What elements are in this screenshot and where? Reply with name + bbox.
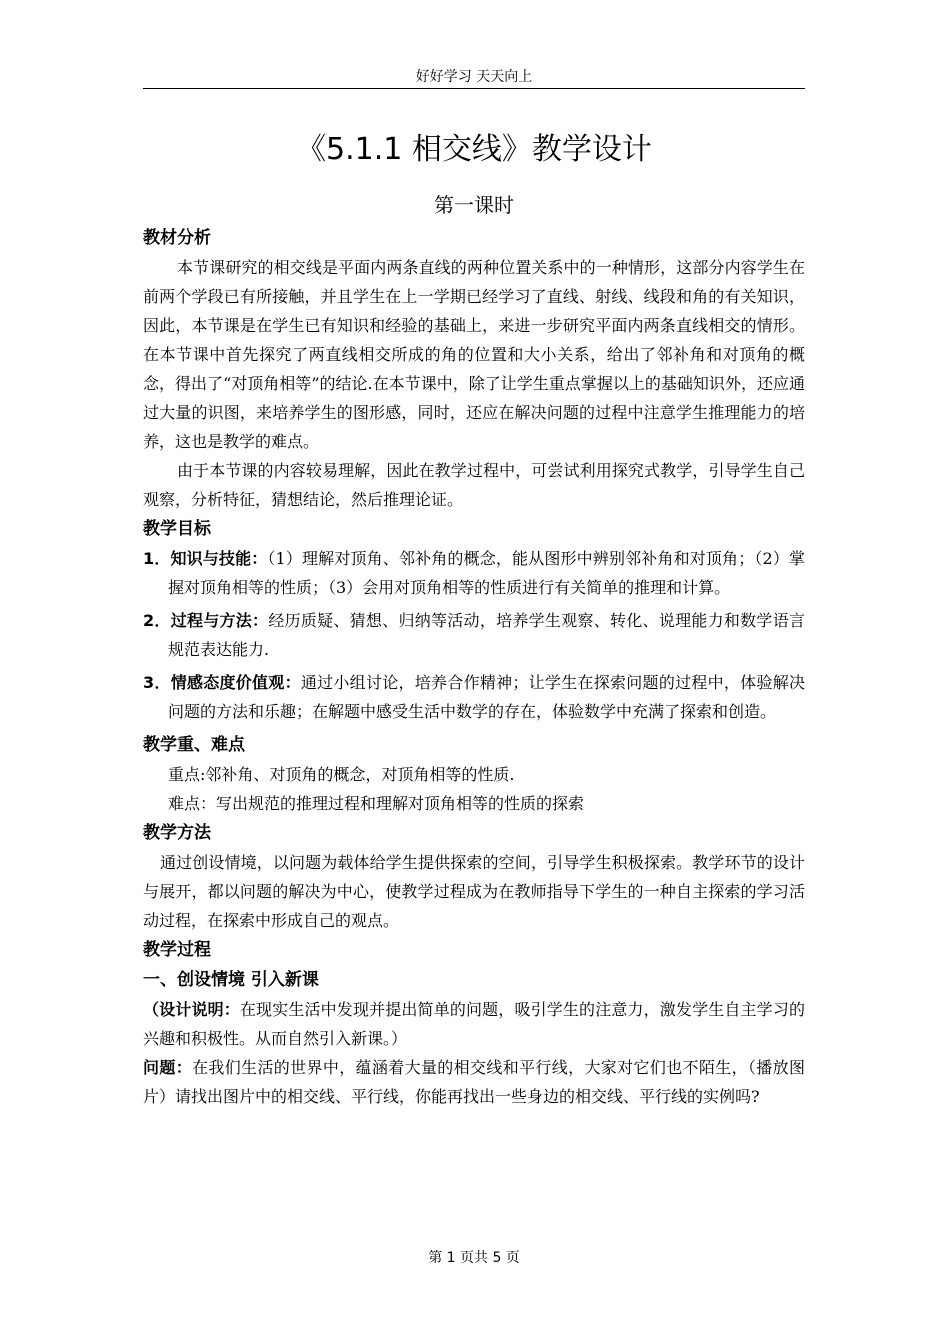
design-note-label: （设计说明： — [143, 1000, 240, 1019]
goal-text: （1）理解对顶角、邻补角的概念，能从图形中辨别邻补角和对顶角；（2）掌握对顶角相等的性质；（3）会用对顶角相等的性质进行有关简单的推理和计算。 — [168, 549, 805, 597]
difficult-point-line: 难点：写出规范的推理过程和理解对顶角相等的性质的探索 — [168, 794, 585, 813]
goal-number: 2． — [143, 611, 171, 630]
key-point-line: 重点:邻补角、对顶角的概念，对顶角相等的性质. — [168, 765, 515, 784]
goal-number: 1． — [143, 549, 171, 568]
analysis-paragraph-2: 由于本节课的内容较易理解，因此在教学过程中，可尝试利用探究式教学，引导学生自己观察，分析特征，猜想结论，然后推理论证。 — [143, 461, 805, 509]
section-heading-goals: 教学目标 — [143, 519, 211, 539]
question-text: 在我们生活的世界中，蕴涵着大量的相交线和平行线，大家对它们也不陌生，（播放图片）请找出图片中的相交线、平行线，你能再找出一些身边的相交线、平行线的实例吗? — [143, 1058, 805, 1106]
question-paragraph — [143, 1053, 805, 1111]
method-paragraph: 通过创设情境，以问题为载体给学生提供探索的空间，引导学生积极探索。教学环节的设计与展开，都以问题的解决为中心，使教学过程成为在教师指导下学生的一种自主探索的学习活动过程，在探索中形成自己的观点。 — [143, 853, 805, 930]
page-header: 好好学习 天天向上 — [415, 69, 533, 85]
design-note — [143, 995, 805, 1053]
goal-number: 3． — [143, 673, 171, 692]
design-note-text: 在现实生活中发现并提出简单的问题，吸引学生的注意力，激发学生自主学习的兴趣和积极性。从而自然引入新课。） — [143, 1000, 805, 1048]
goal-item-3 — [143, 668, 805, 726]
section-heading-process: 教学过程 — [143, 940, 211, 960]
document-subtitle: 第一课时 — [434, 193, 514, 217]
goal-item-2 — [143, 606, 805, 664]
goal-item-1 — [143, 544, 805, 602]
header-rule — [143, 88, 805, 89]
section-heading-keypoints: 教学重、难点 — [143, 735, 245, 755]
goal-label: 知识与技能： — [170, 549, 268, 568]
section-heading-method: 教学方法 — [143, 823, 211, 843]
page-footer: 第 1 页共 5 页 — [428, 1250, 520, 1266]
goal-label: 过程与方法： — [170, 611, 269, 630]
goal-text: 经历质疑、猜想、归纳等活动，培养学生观察、转化、说理能力和数学语言规范表达能力. — [168, 611, 805, 659]
document-title: 《5.1.1 相交线》教学设计 — [296, 132, 652, 167]
goal-label: 情感态度价值观： — [170, 673, 301, 692]
document-body — [143, 223, 805, 1111]
goal-text: 通过小组讨论，培养合作精神；让学生在探索问题的过程中，体验解决问题的方法和乐趣；在解题中感受生活中数学的存在，体验数学中充满了探索和创造。 — [168, 673, 805, 721]
process-step-1-heading: 一、创设情境 引入新课 — [143, 970, 319, 990]
analysis-paragraph-1: 本节课研究的相交线是平面内两条直线的两种位置关系中的一种情形，这部分内容学生在前两个学段已有所接触，并且学生在上一学期已经学习了直线、射线、线段和角的有关知识，因此，本节课是在学生已有知识和经验的基础上，来进一步研究平面内两条直线相交的情形。在本节课中首先探究了两直线相交所成的角的位置和大小关系，给出了邻补角和对顶角的概念，得出了“对顶角相等”的结论.在本节课中，除了让学生重点掌握以上的基础知识外，还应通过大量的识图，来培养学生的图形感，同时，还应在解决问题的过程中注意学生推理能力的培养，这也是教学的难点。 — [143, 258, 805, 451]
question-label: 问题： — [143, 1058, 193, 1077]
section-heading-analysis: 教材分析 — [143, 228, 211, 248]
